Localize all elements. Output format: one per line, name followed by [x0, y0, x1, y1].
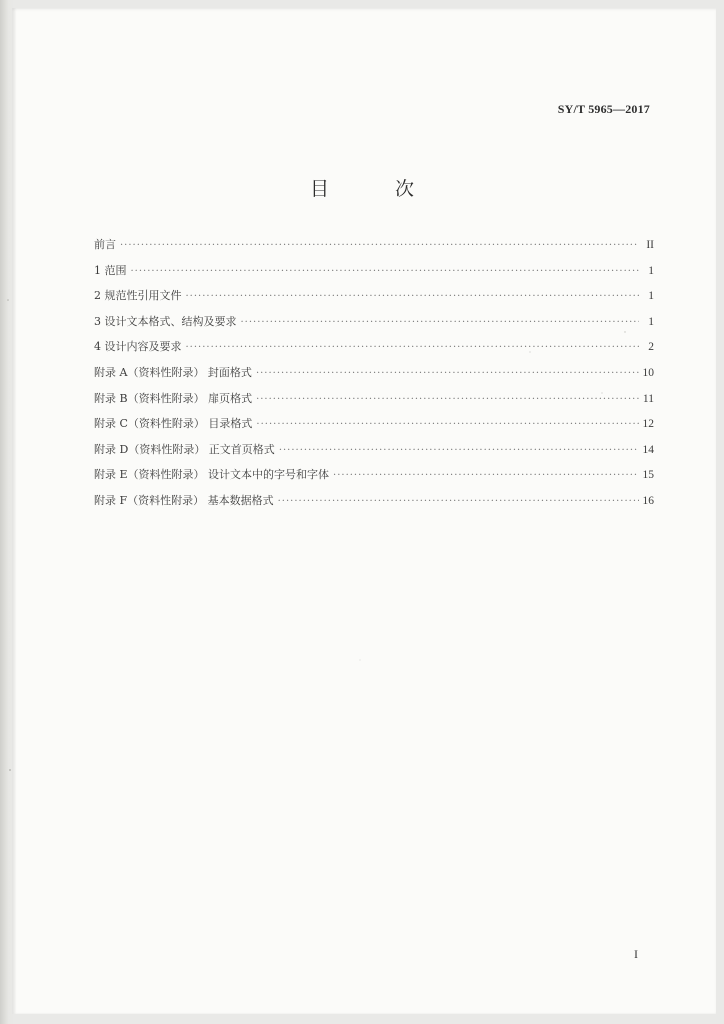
toc-leader-dots [241, 317, 640, 328]
page-number: I [634, 947, 638, 961]
toc-entry-page: 14 [642, 443, 654, 456]
toc-entry-appendix-d[interactable] [94, 441, 654, 467]
toc-entry-foreword[interactable] [94, 236, 654, 262]
toc-entry-scope[interactable] [94, 262, 654, 288]
toc-entry-label: 附录 A（资料性附录） 封面格式 [94, 365, 252, 379]
toc-entry-page: 1 [648, 315, 654, 328]
toc-entry-appendix-b[interactable] [94, 390, 654, 416]
toc-entry-label: 附录 B（资料性附录） 扉页格式 [94, 391, 253, 405]
toc-entry-appendix-e[interactable] [94, 466, 654, 492]
toc-title: 目 次 [309, 178, 445, 200]
toc-entry-label: 2 规范性引用文件 [94, 289, 182, 303]
toc-entry-label: 3 设计文本格式、结构及要求 [94, 314, 237, 328]
toc-entry-page: 1 [648, 290, 654, 303]
toc-entry-page: 16 [642, 494, 654, 507]
toc-entry-page: 15 [642, 469, 654, 482]
toc-leader-dots [278, 496, 639, 507]
toc-entry-label: 前言 [94, 238, 116, 251]
table-of-contents [94, 236, 654, 518]
toc-entry-page: 2 [648, 341, 654, 354]
toc-entry-page: II [646, 239, 654, 251]
toc-leader-dots [256, 394, 639, 405]
toc-leader-dots [131, 266, 640, 277]
toc-leader-dots [120, 240, 639, 251]
toc-entry-page: 11 [642, 392, 654, 405]
toc-entry-label: 附录 F（资料性附录） 基本数据格式 [94, 493, 274, 507]
toc-entry-label: 1 范围 [94, 263, 127, 277]
toc-leader-dots [256, 368, 639, 379]
toc-entry-appendix-f[interactable] [94, 492, 654, 518]
standard-code: SY/T 5965—2017 [557, 102, 650, 116]
toc-entry-label: 附录 D（资料性附录） 正文首页格式 [94, 442, 275, 456]
toc-entry-label: 4 设计内容及要求 [94, 340, 182, 354]
toc-leader-dots [279, 445, 639, 456]
toc-leader-dots [186, 342, 640, 353]
toc-entry-normative-references[interactable] [94, 287, 654, 313]
toc-leader-dots [333, 470, 639, 481]
toc-entry-page: 1 [648, 264, 654, 277]
toc-entry-appendix-a[interactable] [94, 364, 654, 390]
toc-entry-appendix-c[interactable] [94, 415, 654, 441]
toc-entry-design-content[interactable] [94, 338, 654, 364]
toc-entry-page: 12 [642, 418, 654, 431]
toc-leader-dots [256, 419, 639, 430]
toc-entry-format-structure[interactable] [94, 313, 654, 339]
toc-entry-page: 10 [642, 366, 654, 379]
toc-entry-label: 附录 C（资料性附录） 目录格式 [94, 417, 253, 431]
toc-leader-dots [186, 291, 640, 302]
toc-entry-label: 附录 E（资料性附录） 设计文本中的字号和字体 [94, 468, 330, 482]
